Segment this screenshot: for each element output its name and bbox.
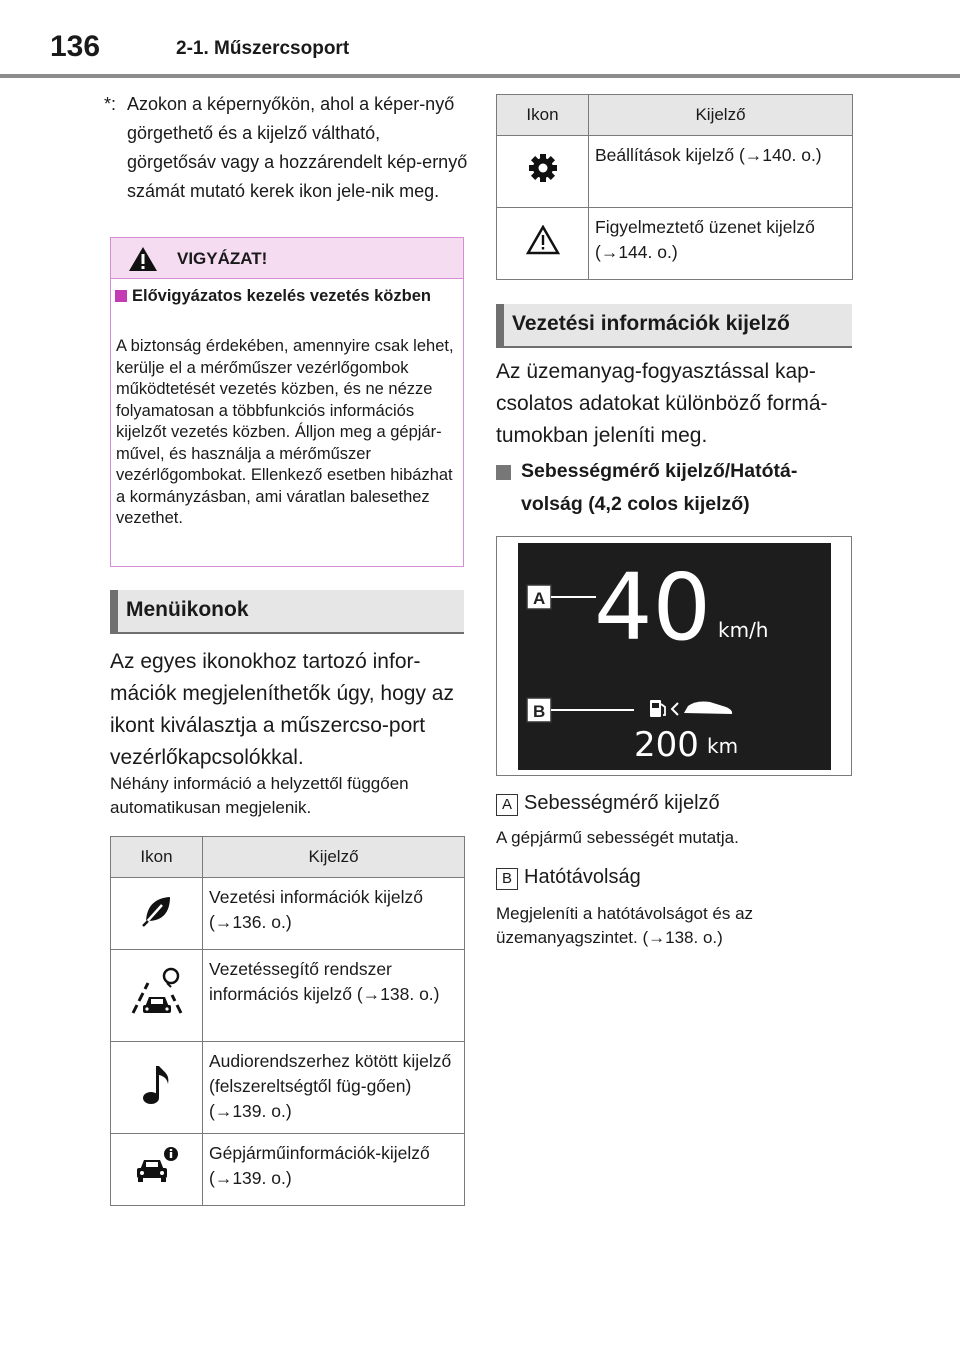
- section-title: 2-1. Műszercsoport: [176, 38, 350, 59]
- menu-icons-heading: Menüikonok: [110, 590, 464, 634]
- driving-info-paragraph: Az üzemanyag-fogyasztással kap-csolatos adatokat különböző formá-tumokban jeleníti meg.: [496, 360, 828, 447]
- col-header-icon: Ikon: [111, 837, 203, 878]
- table-cell-text: Vezetési információk kijelző (→136. o.): [203, 878, 465, 950]
- range-unit: km: [707, 734, 739, 758]
- legend-b: [496, 866, 641, 890]
- menu-paragraph: Az egyes ikonokhoz tartozó infor-mációk megjeleníthetők úgy, hogy az ikont kiválasztja a műszercso-port vezérlőkapcsolókkal.: [110, 650, 454, 769]
- table-header-row: [497, 95, 853, 136]
- callout-a-label: A: [533, 589, 546, 608]
- table-cell-text: Vezetéssegítő rendszer információs kijelző (→138. o.): [203, 950, 465, 1042]
- menu-note: Néhány információ a helyzettől függően automatikusan megjelenik.: [110, 774, 409, 817]
- caution-subtitle-text: Elővigyázatos kezelés vezetés közben: [132, 287, 431, 305]
- col-header-icon: Ikon: [497, 95, 589, 136]
- speedometer-subheading: [496, 455, 856, 521]
- table-cell-text: Audiorendszerhez kötött kijelző (felszereltségtől füg-gően) (→139. o.): [203, 1042, 465, 1134]
- instrument-screen: [518, 543, 831, 770]
- table-row: [111, 1134, 465, 1206]
- caution-box: [110, 237, 464, 567]
- instrument-screen-drawing: [518, 543, 831, 770]
- gear-icon: [528, 153, 558, 183]
- callout-b-label: B: [533, 702, 546, 721]
- warning-triangle-icon: [128, 246, 158, 272]
- table-row: [111, 878, 465, 950]
- header-rule: [0, 74, 960, 78]
- caution-header: [111, 238, 463, 279]
- table-cell-text: Beállítások kijelző (→140. o.): [589, 136, 853, 208]
- square-bullet-icon: [496, 465, 511, 480]
- car-info-icon: [134, 1146, 180, 1186]
- driving-info-heading: Vezetési információk kijelző: [496, 304, 852, 348]
- caution-subtitle: [115, 286, 455, 306]
- extra-icons-table: [496, 94, 853, 280]
- chevron-left-icon: [672, 703, 678, 715]
- range-value: 200: [634, 725, 699, 765]
- legend-a-description: A gépjármű sebességét mutatja.: [496, 828, 739, 847]
- speed-value: 40: [594, 554, 712, 661]
- speedometer-subheading-text: Sebességmérő kijelző/Hatótá-volság (4,2 colos kijelző): [521, 460, 798, 515]
- col-header-display: Kijelző: [203, 837, 465, 878]
- legend-b-label: Hatótávolság: [524, 866, 641, 888]
- footnote-text: Azokon a képernyőkön, ahol a képer-nyő görgethető és a kijelző váltható, görgetősáv vagy a hozzárendelt kép-ernyő számát mutató kerek ikon jele-nik meg.: [127, 94, 468, 201]
- legend-a: [496, 792, 720, 816]
- leaf-icon: [140, 893, 174, 927]
- table-cell-text: Gépjárműinformációk-kijelző (→139. o.): [203, 1134, 465, 1206]
- table-header-row: [111, 837, 465, 878]
- square-bullet-icon: [115, 290, 127, 302]
- table-row: [497, 208, 853, 280]
- table-row: [111, 1042, 465, 1134]
- footnote-mark: *:: [104, 94, 117, 114]
- legend-b-description: Megjeleníti a hatótávolságot és az üzemanyagszintet. (→138. o.): [496, 904, 754, 947]
- legend-b-letter: B: [496, 868, 518, 890]
- speed-unit: km/h: [718, 618, 769, 642]
- col-header-display: Kijelző: [589, 95, 853, 136]
- page-number: 136: [50, 30, 101, 63]
- music-note-icon: [142, 1062, 172, 1106]
- table-row: [111, 950, 465, 1042]
- caution-body: A biztonság érdekében, amennyire csak lehet, kerülje el a mérőműszer vezérlőgombok működtetését vezetés közben, és ne nézze folyamatosan a többfunkciós információs kijelzőt vezetés közben. Álljon meg a gépjár-művel, és használja a mérőműszer vezérlőgombokat. Ellenkező esetben hibázhat a kormányzásban, ami váratlan balesethez vezethet.: [116, 337, 454, 527]
- warning-triangle-icon: [526, 225, 560, 255]
- legend-a-letter: A: [496, 794, 518, 816]
- fuel-pump-icon: [650, 700, 665, 717]
- caution-title: VIGYÁZAT!: [177, 249, 268, 268]
- table-row: [497, 136, 853, 208]
- legend-a-label: Sebességmérő kijelző: [524, 792, 720, 814]
- table-cell-text: Figyelmeztető üzenet kijelző (→144. o.): [589, 208, 853, 280]
- driving-assist-icon: [127, 967, 187, 1017]
- menu-icons-table: [110, 836, 465, 1206]
- car-side-icon: [684, 702, 732, 715]
- footnote: [104, 90, 469, 206]
